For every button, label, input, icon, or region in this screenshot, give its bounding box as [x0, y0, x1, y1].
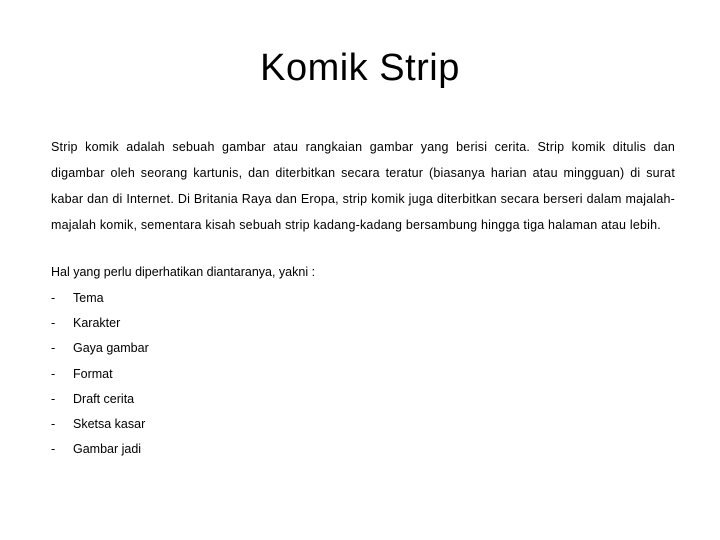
list-item — [51, 365, 451, 390]
list-item — [51, 339, 451, 364]
list-item-label: Draft cerita — [73, 391, 135, 406]
body-paragraph: Strip komik adalah sebuah gambar atau rangkaian gambar yang berisi cerita. Strip komik ditulis dan digambar oleh seorang kartunis, dan diterbitkan secara teratur (biasanya harian atau mingguan) di surat kabar dan di Internet. Di Britania Raya dan Eropa, strip komik juga diterbitkan secara berseri dalam majalah-majalah komik, sementara kisah sebuah strip kadang-kadang bersambung hingga tiga halaman atau lebih. — [51, 140, 675, 232]
list-item-label: Tema — [73, 291, 104, 305]
slide-title: Komik Strip — [260, 47, 460, 89]
dash-bullet: - — [51, 366, 56, 381]
list-intro: Hal yang perlu diperhatikan diantaranya, yakni : — [51, 265, 316, 279]
dash-bullet: - — [51, 341, 56, 356]
dash-bullet: - — [51, 316, 56, 331]
bullet-list — [51, 289, 451, 465]
list-item-label: Format — [73, 366, 113, 381]
list-item — [51, 314, 451, 339]
list-item-label: Karakter — [73, 316, 121, 331]
list-item — [51, 390, 451, 415]
list-item-label: Sketsa kasar — [73, 416, 146, 431]
list-item — [51, 440, 451, 465]
list-item — [51, 289, 451, 314]
list-item-label: Gaya gambar — [73, 341, 149, 356]
list-item-label: Gambar jadi — [73, 442, 142, 457]
dash-bullet: - — [51, 291, 56, 305]
dash-bullet: - — [51, 442, 56, 457]
dash-bullet: - — [51, 391, 56, 406]
dash-bullet: - — [51, 416, 56, 431]
list-item — [51, 415, 451, 440]
